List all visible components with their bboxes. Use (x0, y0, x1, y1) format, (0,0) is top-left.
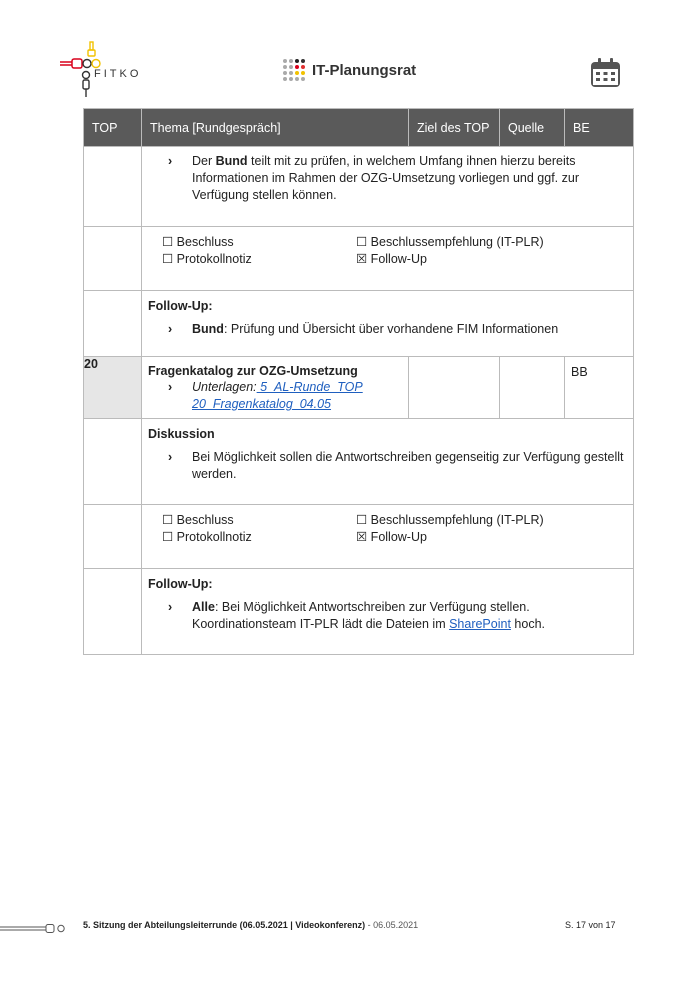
checkbox-beschluss: ☐ Beschluss (162, 235, 234, 249)
footer-title: 5. Sitzung der Abteilungsleiterrunde (06.05.2021 | Videokonferenz) - 06.05.2021 (83, 920, 419, 930)
chevron-right-icon: › (168, 450, 173, 464)
header-thema: Thema [Rundgespräch] (142, 109, 409, 147)
table-row (84, 147, 634, 227)
table-row (84, 569, 634, 655)
page-footer (0, 918, 700, 934)
table-row (84, 291, 634, 357)
calendar-icon (589, 56, 622, 89)
follow-up-title: Follow-Up: (148, 299, 213, 313)
be-value: BB (571, 365, 588, 379)
header-quelle: Quelle (500, 109, 565, 147)
list-item: › Alle: Bei Möglichkeit Antwortschreiben zur Verfügung stellen. Koordinationsteam IT-PLR lädt die Dateien im SharePoint hoch. (148, 599, 625, 633)
it-planungsrat-title: IT-Planungsrat (312, 61, 417, 79)
header-ziel: Ziel des TOP (409, 109, 500, 147)
unterlagen-link[interactable]: 5_AL-Runde_TOP 20_Fragenkatalog_04.05 (192, 380, 363, 411)
list-item: › Bei Möglichkeit sollen die Antwortschreiben gegenseitig zur Verfügung gestellt werden. (148, 449, 625, 483)
chevron-right-icon: › (168, 380, 173, 394)
table-row (84, 505, 634, 569)
chevron-right-icon: › (168, 154, 173, 168)
header-be: BE (565, 109, 634, 147)
table-header-row (84, 109, 634, 147)
diskussion-title: Diskussion (148, 427, 215, 441)
checkbox-beschlussempfehlung: ☐ Beschlussempfehlung (IT-PLR) (356, 513, 544, 527)
it-planungsrat-logo (282, 58, 416, 82)
table-row (84, 419, 634, 505)
list-item: › Bund: Prüfung und Übersicht über vorhandene FIM Informationen (148, 321, 625, 338)
top-number: 20 (84, 357, 142, 419)
table-row (84, 227, 634, 291)
checkbox-protokollnotiz: ☐ Protokollnotiz (162, 252, 252, 266)
checkbox-beschlussempfehlung: ☐ Beschlussempfehlung (IT-PLR) (356, 235, 544, 249)
chevron-right-icon: › (168, 322, 173, 336)
agenda-table (83, 108, 634, 655)
chevron-right-icon: › (168, 600, 173, 614)
it-planungsrat-dots-icon (282, 58, 308, 82)
checkbox-follow-up: ☒ Follow-Up (356, 530, 427, 544)
page-number: S. 17 von 17 (565, 920, 616, 930)
list-item: › Der Bund teilt mit zu prüfen, in welchem Umfang ihnen hierzu bereits Informationen im Rahmen der OZG-Umsetzung vorliegen und ggf. zur Verfügung stellen können. (148, 153, 625, 204)
decision-checkboxes (142, 505, 633, 546)
checkbox-protokollnotiz: ☐ Protokollnotiz (162, 530, 252, 544)
header-top: TOP (84, 109, 142, 147)
fitko-logo-text: FITKO (94, 68, 142, 80)
table-row-top-20 (84, 357, 634, 419)
follow-up-title: Follow-Up: (148, 577, 213, 591)
ziel-cell (409, 357, 500, 419)
quelle-cell (500, 357, 565, 419)
footer-plug-icon (0, 924, 70, 934)
sharepoint-link[interactable]: SharePoint (449, 617, 511, 631)
decision-checkboxes (142, 227, 633, 268)
list-item: › Unterlagen: 5_AL-Runde_TOP 20_Fragenkatalog_04.05 (148, 379, 400, 413)
top-title: Fragenkatalog zur OZG-Umsetzung (148, 364, 358, 378)
checkbox-beschluss: ☐ Beschluss (162, 513, 234, 527)
checkbox-follow-up: ☒ Follow-Up (356, 252, 427, 266)
